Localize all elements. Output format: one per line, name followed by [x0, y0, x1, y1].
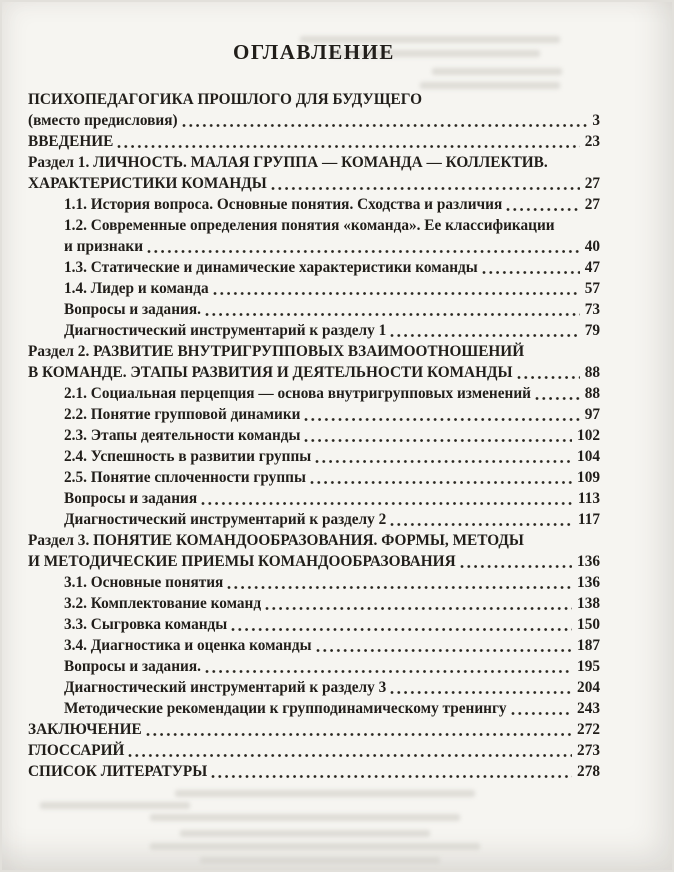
- toc-page-number: 109: [577, 469, 600, 486]
- toc-entry-line: [28, 446, 600, 467]
- toc-leader-dots: [460, 564, 572, 569]
- toc-entry-text: 2.5. Понятие сплоченности группы: [64, 469, 306, 486]
- toc-page-number: 27: [584, 175, 600, 192]
- toc-entry-line: [28, 467, 600, 488]
- toc-entry: [28, 656, 600, 677]
- toc-page-number: 204: [577, 679, 600, 696]
- toc-entry-text: ХАРАКТЕРИСТИКИ КОМАНДЫ: [28, 175, 267, 192]
- toc-entry-text: 3.3. Сыгровка команды: [64, 616, 228, 633]
- toc-entry-text: (вместо предисловия): [28, 112, 178, 129]
- toc-page-number: 104: [577, 448, 600, 465]
- toc-leader-dots: [265, 606, 572, 611]
- toc-entry-text: Раздел 3. ПОНЯТИЕ КОМАНДООБРАЗОВАНИЯ. ФОРМЫ, МЕТОДЫ: [28, 532, 524, 549]
- bleed-through-text: [180, 830, 430, 837]
- toc-leader-dots: [390, 333, 579, 338]
- toc-page-number: 243: [577, 700, 600, 717]
- toc-leader-dots: [310, 480, 572, 485]
- toc-leader-dots: [511, 711, 572, 716]
- toc-leader-dots: [201, 501, 573, 506]
- toc-page-number: 278: [577, 763, 600, 780]
- toc-leader-dots: [147, 249, 580, 254]
- toc-entry: [28, 278, 600, 299]
- toc-entry-line: [28, 131, 600, 152]
- toc-entry-text: В КОМАНДЕ. ЭТАПЫ РАЗВИТИЯ И ДЕЯТЕЛЬНОСТИ КОМАНДЫ: [28, 364, 513, 381]
- toc-entry: [28, 215, 600, 257]
- toc-leader-dots: [506, 207, 579, 212]
- toc-entry-text: и признаки: [64, 238, 144, 255]
- toc-entry-line: [28, 656, 600, 677]
- toc-page-number: 136: [577, 553, 600, 570]
- toc-entry-text: 3.1. Основные понятия: [64, 574, 224, 591]
- toc-entry-line: [28, 404, 600, 425]
- toc-entry: [28, 488, 600, 509]
- page-title: ОГЛАВЛЕНИЕ: [233, 40, 395, 64]
- toc-page-number: 23: [584, 133, 600, 150]
- toc-leader-dots: [227, 585, 572, 590]
- toc-page-number: 273: [577, 742, 600, 759]
- toc-entry-text: Диагностический инструментарий к разделу 3: [64, 679, 387, 696]
- toc-entry-line: [28, 89, 600, 110]
- toc-entry-line: [28, 110, 600, 131]
- toc-leader-dots: [205, 669, 572, 674]
- toc-page-number: 88: [584, 364, 600, 381]
- toc-leader-dots: [390, 690, 572, 695]
- toc-entry-text: 2.3. Этапы деятельности команды: [64, 427, 301, 444]
- toc-leader-dots: [390, 522, 573, 527]
- toc-entry: [28, 383, 600, 404]
- toc-entry-line: [28, 719, 600, 740]
- toc-leader-dots: [271, 186, 580, 191]
- toc-leader-dots: [213, 291, 580, 296]
- toc-entry: [28, 614, 600, 635]
- toc-entry-line: [28, 572, 600, 593]
- toc-entry-text: Методические рекомендации к групподинамическому тренингу: [64, 700, 507, 717]
- toc-entry-line: [28, 173, 600, 194]
- toc-entry-line: [28, 593, 600, 614]
- toc-page-number: 40: [584, 238, 600, 255]
- toc-entry-text: ПСИХОПЕДАГОГИКА ПРОШЛОГО ДЛЯ БУДУЩЕГО: [28, 91, 422, 108]
- toc-entry: [28, 425, 600, 446]
- toc-entry-line: [28, 530, 600, 551]
- toc-entry-text: ВВЕДЕНИЕ: [28, 133, 114, 150]
- toc-entry-line: [28, 635, 600, 656]
- toc-entry-text: 1.4. Лидер и команда: [64, 280, 209, 297]
- toc-page-number: 102: [577, 427, 600, 444]
- toc-entry-line: [28, 509, 600, 530]
- toc-entry: [28, 446, 600, 467]
- toc-page-number: 97: [584, 406, 600, 423]
- bleed-through-text: [150, 814, 460, 821]
- toc-entry: [28, 152, 600, 194]
- toc-leader-dots: [205, 312, 580, 317]
- toc-entry-line: [28, 551, 600, 572]
- toc-page-number: 136: [577, 574, 600, 591]
- toc-leader-dots: [304, 438, 572, 443]
- toc-entry-line: [28, 236, 600, 257]
- toc-entry-line: [28, 425, 600, 446]
- toc-page-number: 3: [592, 112, 600, 129]
- toc-entry-line: [28, 488, 600, 509]
- toc-entry-text: ЗАКЛЮЧЕНИЕ: [28, 721, 142, 738]
- toc-entry: [28, 677, 600, 698]
- toc-page-number: 272: [577, 721, 600, 738]
- toc-entry-line: [28, 383, 600, 404]
- toc-leader-dots: [128, 753, 572, 758]
- toc-entry: [28, 635, 600, 656]
- bleed-through-text: [40, 802, 190, 809]
- toc-entry-text: 2.1. Социальная перцепция — основа внутригрупповых изменений: [64, 385, 531, 402]
- toc-entry: [28, 593, 600, 614]
- toc-leader-dots: [517, 375, 580, 380]
- toc-entry-text: 1.2. Современные определения понятия «команда». Ее классификации: [64, 217, 555, 234]
- toc-page-number: 88: [584, 385, 600, 402]
- toc-entry: [28, 698, 600, 719]
- toc-leader-dots: [482, 270, 580, 275]
- toc-entry-line: [28, 194, 600, 215]
- toc-page-number: 57: [584, 280, 600, 297]
- toc-entry-text: Раздел 1. ЛИЧНОСТЬ. МАЛАЯ ГРУППА — КОМАНДА — КОЛЛЕКТИВ.: [28, 154, 548, 171]
- toc-page-number: 27: [584, 196, 600, 213]
- toc-entry: [28, 320, 600, 341]
- toc-entry-line: [28, 152, 600, 173]
- toc-entry-line: [28, 614, 600, 635]
- bleed-through-text: [200, 857, 440, 864]
- toc-leader-dots: [182, 123, 588, 128]
- toc-content: [28, 40, 600, 782]
- toc-entry: [28, 299, 600, 320]
- toc-page-number: 138: [577, 595, 600, 612]
- toc-leader-dots: [117, 144, 579, 149]
- toc-entry: [28, 530, 600, 572]
- toc-entry-text: СПИСОК ЛИТЕРАТУРЫ: [28, 763, 208, 780]
- bleed-through-text: [175, 790, 475, 797]
- toc-entry-text: 2.2. Понятие групповой динамики: [64, 406, 301, 423]
- toc-entry: [28, 131, 600, 152]
- toc-entry-line: [28, 257, 600, 278]
- toc-entry-line: [28, 299, 600, 320]
- toc-entry-text: 3.4. Диагностика и оценка команды: [64, 637, 312, 654]
- toc-page-number: 113: [577, 490, 600, 507]
- toc-entry-line: [28, 341, 600, 362]
- toc-entry-line: [28, 278, 600, 299]
- toc-page-number: 195: [577, 658, 600, 675]
- toc-entry-line: [28, 761, 600, 782]
- toc-entry-text: ГЛОССАРИЙ: [28, 742, 125, 759]
- toc-page-number: 79: [584, 322, 600, 339]
- toc-page-number: 117: [577, 511, 600, 528]
- toc-entry: [28, 89, 600, 131]
- toc-page-number: 187: [577, 637, 600, 654]
- toc-entry: [28, 740, 600, 761]
- toc-entry-text: Диагностический инструментарий к разделу 1: [64, 322, 387, 339]
- toc-entry: [28, 761, 600, 782]
- toc-entry: [28, 467, 600, 488]
- toc-entry-line: [28, 740, 600, 761]
- toc-leader-dots: [535, 396, 580, 401]
- toc-page-number: 47: [584, 259, 600, 276]
- toc-entry-text: И МЕТОДИЧЕСКИЕ ПРИЕМЫ КОМАНДООБРАЗОВАНИЯ: [28, 553, 456, 570]
- toc-entry: [28, 341, 600, 383]
- toc-entry-line: [28, 320, 600, 341]
- toc-entry: [28, 509, 600, 530]
- toc-entry-text: Диагностический инструментарий к разделу 2: [64, 511, 387, 528]
- toc-leader-dots: [304, 417, 579, 422]
- toc-entry-text: 3.2. Комплектование команд: [64, 595, 262, 612]
- toc-entry-text: Вопросы и задания.: [64, 658, 201, 675]
- toc-entry-text: Вопросы и задания.: [64, 301, 201, 318]
- toc-page-number: 73: [584, 301, 600, 318]
- toc-entry: [28, 257, 600, 278]
- toc-entry-text: 1.1. История вопроса. Основные понятия. Сходства и различия: [64, 196, 503, 213]
- toc-leader-dots: [211, 774, 572, 779]
- toc-entry: [28, 719, 600, 740]
- toc-entry-text: Раздел 2. РАЗВИТИЕ ВНУТРИГРУППОВЫХ ВЗАИМООТНОШЕНИЙ: [28, 343, 525, 360]
- toc-leader-dots: [315, 459, 572, 464]
- toc-entry-line: [28, 677, 600, 698]
- toc-entry: [28, 572, 600, 593]
- toc-list: [28, 89, 600, 782]
- toc-entry-text: Вопросы и задания: [64, 490, 198, 507]
- bleed-through-text: [150, 843, 480, 850]
- toc-entry-line: [28, 215, 600, 236]
- toc-entry-line: [28, 362, 600, 383]
- toc-leader-dots: [316, 648, 573, 653]
- toc-page-number: 150: [577, 616, 600, 633]
- toc-entry: [28, 404, 600, 425]
- toc-entry-text: 2.4. Успешность в развитии группы: [64, 448, 312, 465]
- toc-leader-dots: [231, 627, 572, 632]
- toc-leader-dots: [146, 732, 572, 737]
- toc-entry-line: [28, 698, 600, 719]
- toc-entry: [28, 194, 600, 215]
- toc-entry-text: 1.3. Статические и динамические характеристики команды: [64, 259, 478, 276]
